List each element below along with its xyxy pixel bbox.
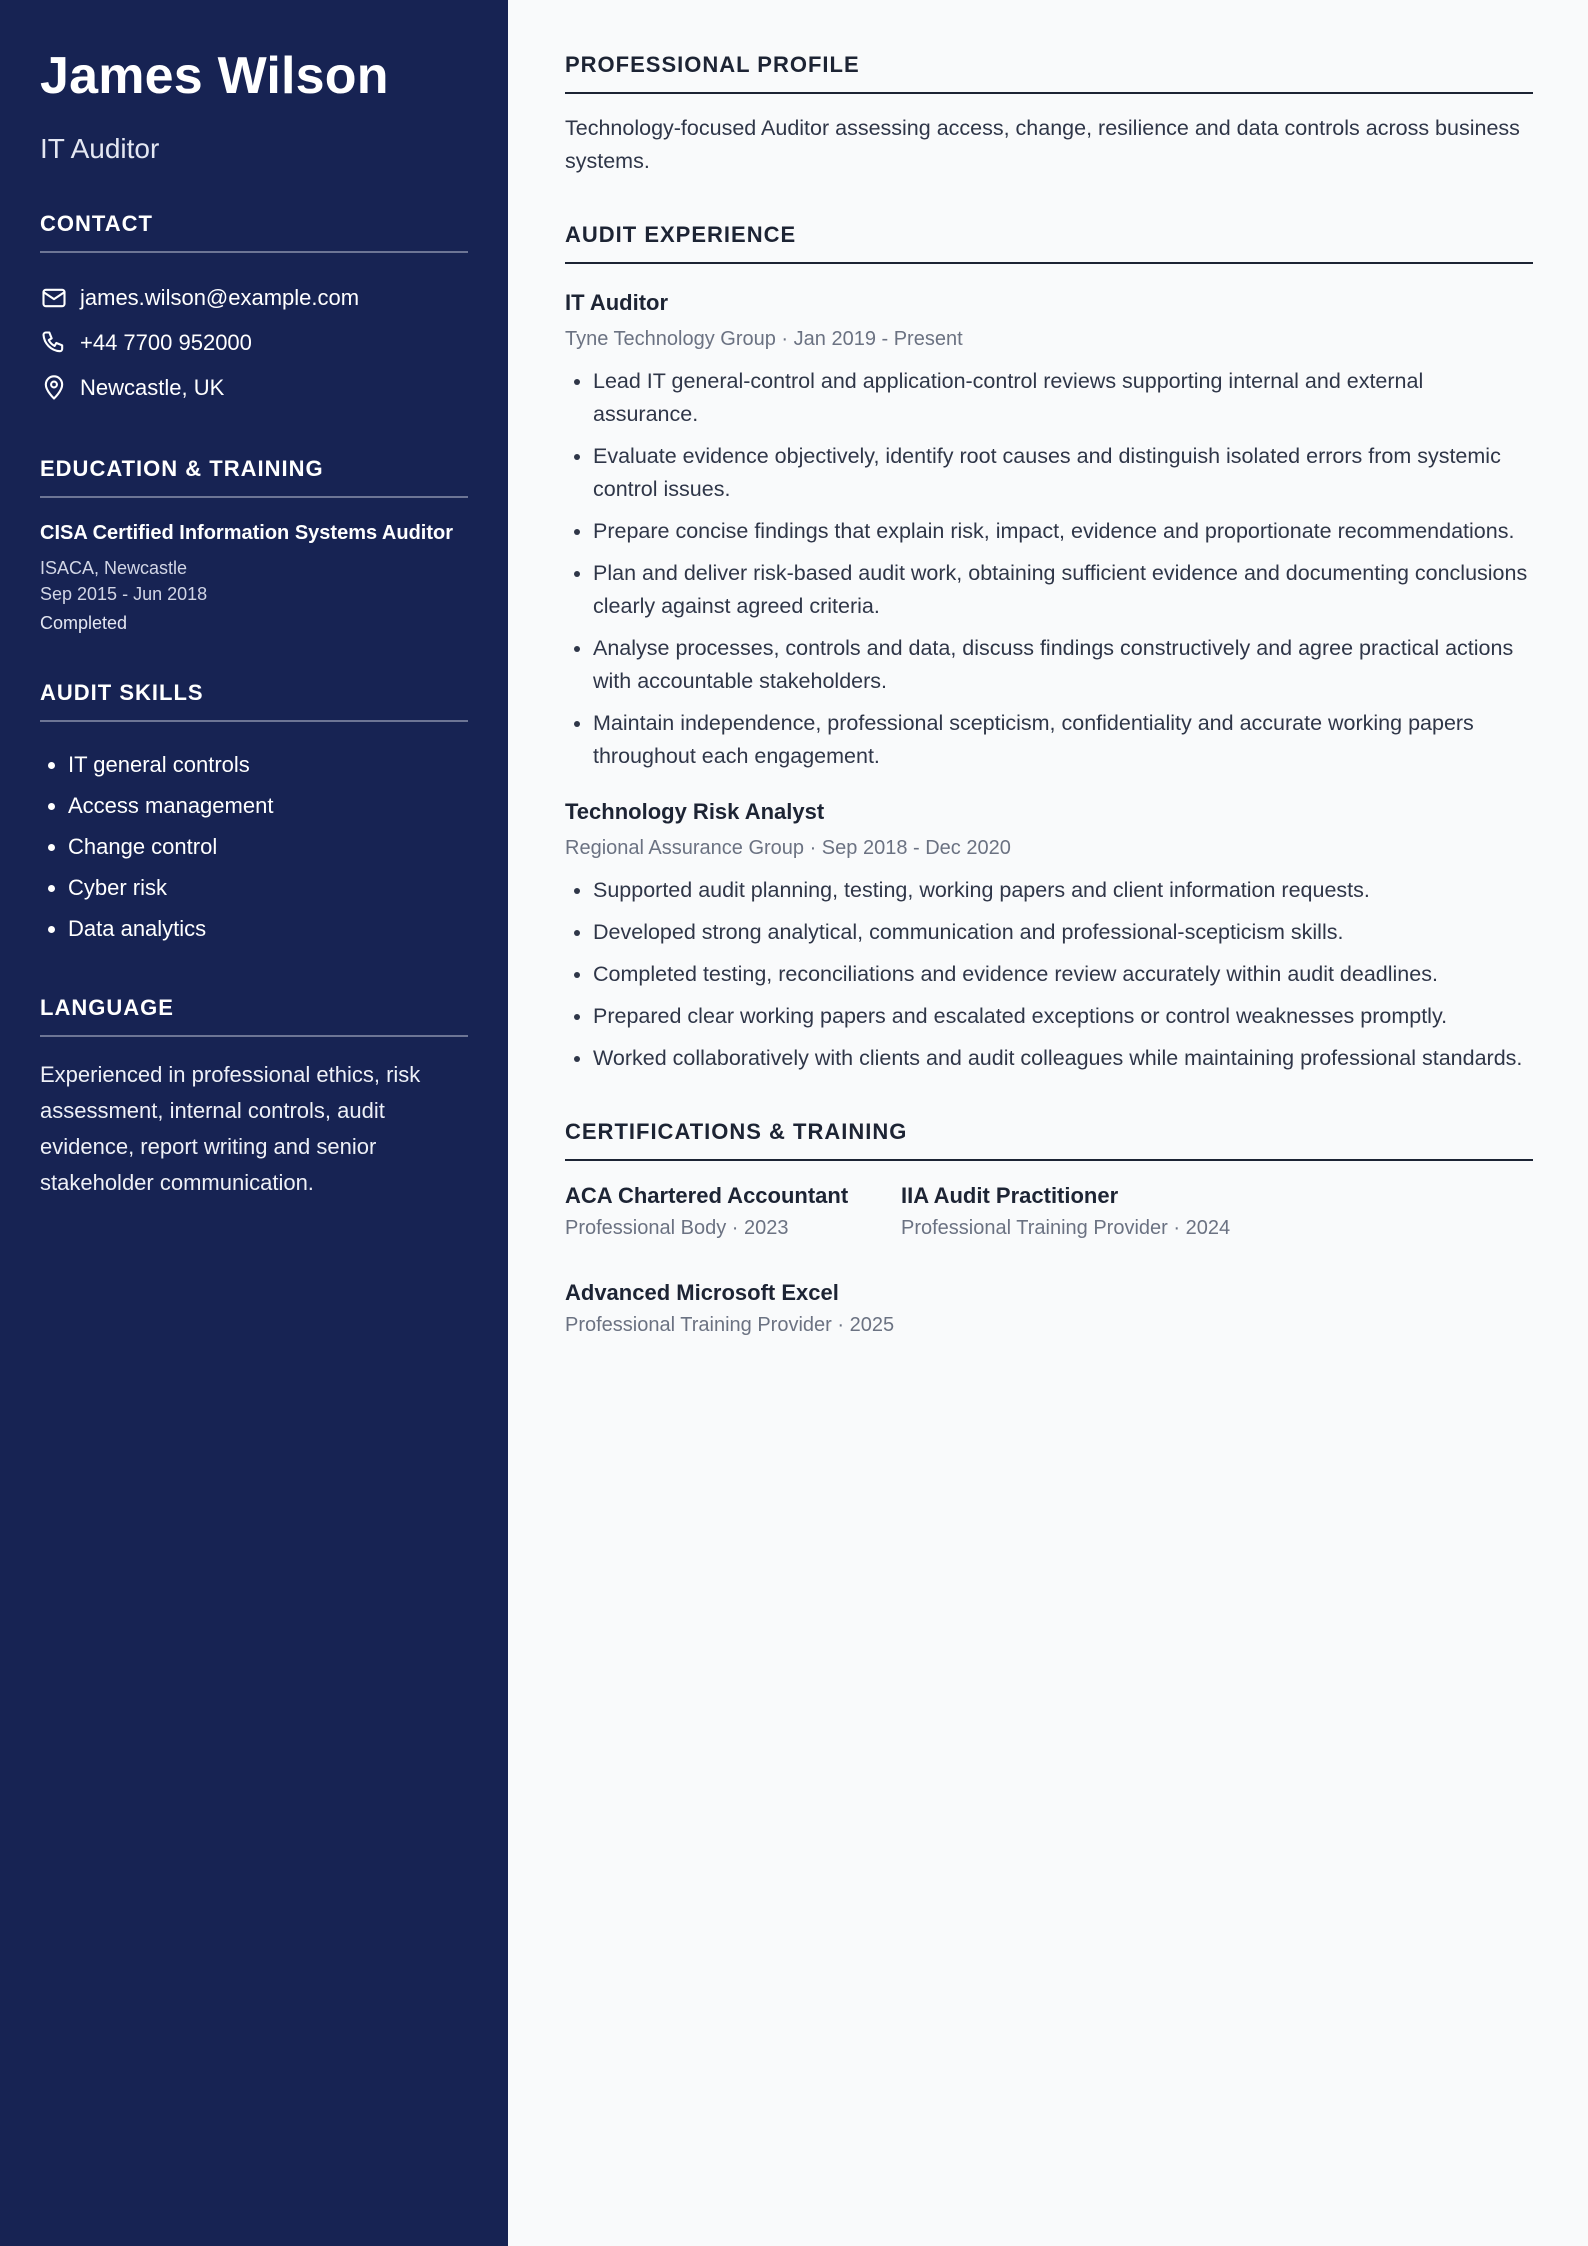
- contact-email-text: james.wilson@example.com: [80, 284, 360, 310]
- skills-list: [40, 744, 468, 949]
- contact-location: [40, 365, 468, 410]
- phone-icon: [40, 329, 68, 357]
- job-bullet: • Evaluate evidence objectively, identify root causes and distinguish isolated errors from systemic control issues.: [593, 440, 1533, 506]
- job-title: IT Auditor: [565, 290, 669, 315]
- cert-name: IIA Audit Practitioner: [901, 1183, 1119, 1208]
- job-bullet: • Developed strong analytical, communication and professional-scepticism skills.: [593, 916, 1533, 949]
- job-bullet: • Prepare concise findings that explain risk, impact, evidence and proportionate recommendations.: [593, 515, 1533, 548]
- certifications-list: [565, 1183, 1533, 1377]
- contact-heading: CONTACT: [40, 211, 468, 253]
- education-title: CISA Certified Information Systems Auditor: [40, 522, 454, 545]
- contact-location-text: Newcastle, UK: [80, 374, 225, 400]
- experience-section: [565, 222, 1533, 1075]
- education-entry: [40, 522, 468, 634]
- skill-item: • Access management: [68, 785, 468, 826]
- cert-item: [565, 1280, 901, 1337]
- job-bullets: [565, 874, 1533, 1075]
- job-meta: Tyne Technology Group · Jan 2019 - Present: [565, 328, 963, 350]
- job-title: Technology Risk Analyst: [565, 799, 825, 824]
- skill-item: • Cyber risk: [68, 867, 468, 908]
- language-heading: LANGUAGE: [40, 995, 468, 1037]
- candidate-name: James Wilson: [40, 47, 389, 105]
- candidate-role: IT Auditor: [40, 133, 160, 165]
- skill-item: • IT general controls: [68, 744, 468, 785]
- job-bullet: • Lead IT general-control and application-control reviews supporting internal and external assurance.: [593, 365, 1533, 431]
- mail-icon: [40, 284, 68, 312]
- cert-name: Advanced Microsoft Excel: [565, 1280, 839, 1305]
- education-institution: ISACA, Newcastle: [40, 558, 188, 579]
- profile-text: Technology-focused Auditor assessing access, change, resilience and data controls across business systems.: [565, 116, 1520, 173]
- language-text: Experienced in professional ethics, risk assessment, internal controls, audit evidence, report writing and senior stakeholder communication.: [40, 1062, 421, 1196]
- contact-phone-text: +44 7700 952000: [80, 329, 252, 355]
- cert-item: [565, 1183, 901, 1240]
- profile-section: [565, 52, 1533, 178]
- cert-name: ACA Chartered Accountant: [565, 1183, 849, 1208]
- contact-phone[interactable]: [40, 320, 468, 365]
- job-bullet: • Analyse processes, controls and data, discuss findings constructively and agree practical actions with accountable stakeholders.: [593, 632, 1533, 698]
- job-bullets: [565, 365, 1533, 773]
- certifications-section: [565, 1119, 1533, 1377]
- skills-heading: AUDIT SKILLS: [40, 680, 468, 722]
- job-bullet: • Supported audit planning, testing, working papers and client information requests.: [593, 874, 1533, 907]
- main-content: [508, 0, 1588, 2246]
- job-bullet: • Prepared clear working papers and escalated exceptions or control weaknesses promptly.: [593, 1000, 1533, 1033]
- skill-item: • Data analytics: [68, 908, 468, 949]
- job-entry: [565, 799, 1533, 1075]
- location-pin-icon: [40, 374, 68, 402]
- skill-item: • Change control: [68, 826, 468, 867]
- experience-heading: AUDIT EXPERIENCE: [565, 222, 1533, 264]
- job-entry: [565, 290, 1533, 773]
- contact-list: [40, 275, 468, 410]
- cert-meta: Professional Training Provider · 2024: [901, 1217, 1231, 1239]
- education-status: Completed: [40, 613, 128, 634]
- job-meta: Regional Assurance Group · Sep 2018 - Dec 2020: [565, 837, 1011, 859]
- certifications-heading: CERTIFICATIONS & TRAINING: [565, 1119, 1533, 1161]
- contact-email[interactable]: [40, 275, 468, 320]
- cert-meta: Professional Body · 2023: [565, 1217, 789, 1239]
- sidebar: [0, 0, 508, 2246]
- profile-heading: PROFESSIONAL PROFILE: [565, 52, 1533, 94]
- education-dates: Sep 2015 - Jun 2018: [40, 584, 208, 605]
- job-bullet: • Completed testing, reconciliations and evidence review accurately within audit deadlines.: [593, 958, 1533, 991]
- job-bullet: • Worked collaboratively with clients and audit colleagues while maintaining professional standards.: [593, 1042, 1533, 1075]
- job-bullet: • Maintain independence, professional scepticism, confidentiality and accurate working papers throughout each engagement.: [593, 707, 1533, 773]
- education-heading: EDUCATION & TRAINING: [40, 456, 468, 498]
- cert-meta: Professional Training Provider · 2025: [565, 1314, 895, 1336]
- job-bullet: • Plan and deliver risk-based audit work, obtaining sufficient evidence and documenting conclusions clearly against agreed criteria.: [593, 557, 1533, 623]
- cert-item: [901, 1183, 1461, 1240]
